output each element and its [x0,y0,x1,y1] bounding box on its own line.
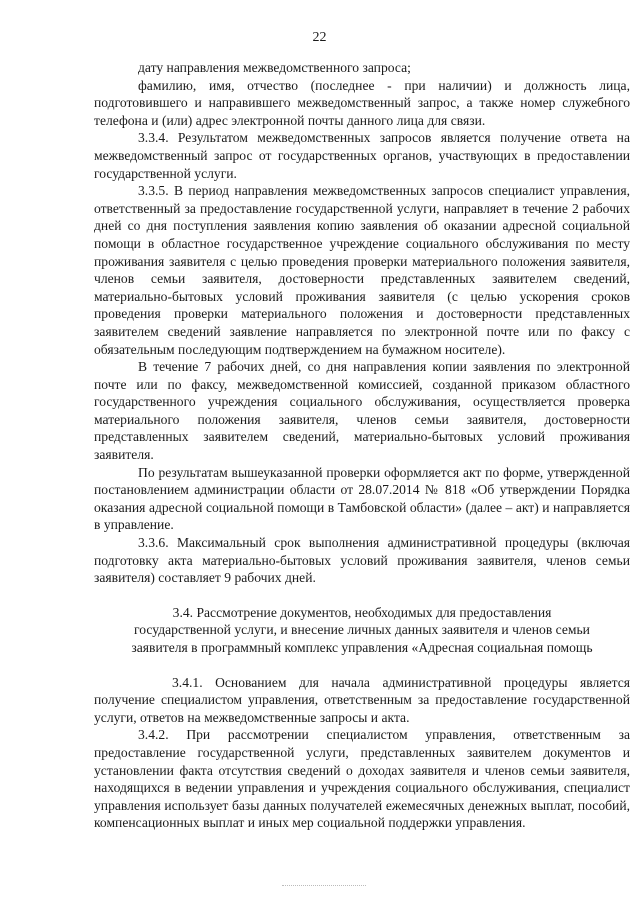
section-heading-line: государственной услуги, и внесение личных данных заявителя и членов семьи [134,622,590,638]
paragraph-responsible-person: фамилию, имя, отчество (последнее - при наличии) и должность лица, подготовившего и направившего межведомственный запрос, а также номер служебного телефона и (или) адрес электронной почты данного лица для связи. [94,77,630,128]
paragraph-3-3-4: 3.3.4. Результатом межведомственных запросов является получение ответа на межведомственный запрос от государственных органов, участвующих в предоставлении государственной услуги. [94,130,630,181]
section-heading-line: 3.4. Рассмотрение документов, необходимых для предоставления [172,604,552,620]
paragraph-request-date: дату направления межведомственного запроса; [138,60,411,75]
page-number: 22 [312,30,327,45]
section-heading-line: заявителя в программный комплекс управления «Адресная социальная помощь [131,640,593,655]
paragraph-3-3-5: 3.3.5. В период направления межведомственных запросов специалист управления, ответственный за предоставление государственной услуги, направляет в течение 2 рабочих дней со дня поступления заявления копию заявления об оказании адресной социальной помощи в областное государственное учреждение социального обслуживания по месту проживания заявителя с целью проведения проверки материального положения заявителя, членов семьи заявителя, достоверности представленных заявителем сведений, материально-бытовых условий проживания заявителя (с целью ускорения сроков проведения проверки материального положения и достоверности представленных заявителем сведений заявление направляется по электронной почте или по факсу с обязательным последующим подтверждением на бумажном носителе). [94,183,630,357]
paragraph-3-4-2: 3.4.2. При рассмотрении специалистом управления, ответственным за предоставление государственной услуги, представленных заявителем документов и установлении факта отсутствия сведений о доходах заявителя и членов семьи заявителя, находящихся в ведении управления и учреждения социального обслуживания, специалист управления использует базы данных получателей ежемесячных денежных выплат, пособий, компенсационных выплат и иных мер социальной поддержки управления. [94,727,630,831]
scan-artifact [282,885,366,887]
paragraph-3-3-6: 3.3.6. Максимальный срок выполнения административной процедуры (включая подготовку акта материально-бытовых условий проживания заявителя, членов семьи заявителя) составляет 9 рабочих дней. [94,535,630,586]
paragraph-3-4-1: 3.4.1. Основанием для начала административной процедуры является получение специалистом управления, ответственным за предоставление государственной услуги, ответов на межведомственные запросы и акта. [94,674,630,725]
document-body [94,59,630,832]
section-heading-3-4 [94,604,630,657]
paragraph-seven-days-check: В течение 7 рабочих дней, со дня направления копии заявления по электронной почте или по факсу, межведомственной комиссией, созданной приказом областного государственного учреждения социального обслуживания, осуществляется проверка материального положения заявителя, членов семьи заявителя, достоверности представленных заявителем сведений, материально-бытовых условий проживания заявителя. [94,359,630,463]
paragraph-check-results: По результатам вышеуказанной проверки оформляется акт по форме, утвержденной постановлением администрации области от 28.07.2014 № 818 «Об утверждении Порядка оказания адресной социальной помощи в Тамбовской области» (далее – акт) и направляется в управление. [94,464,630,533]
